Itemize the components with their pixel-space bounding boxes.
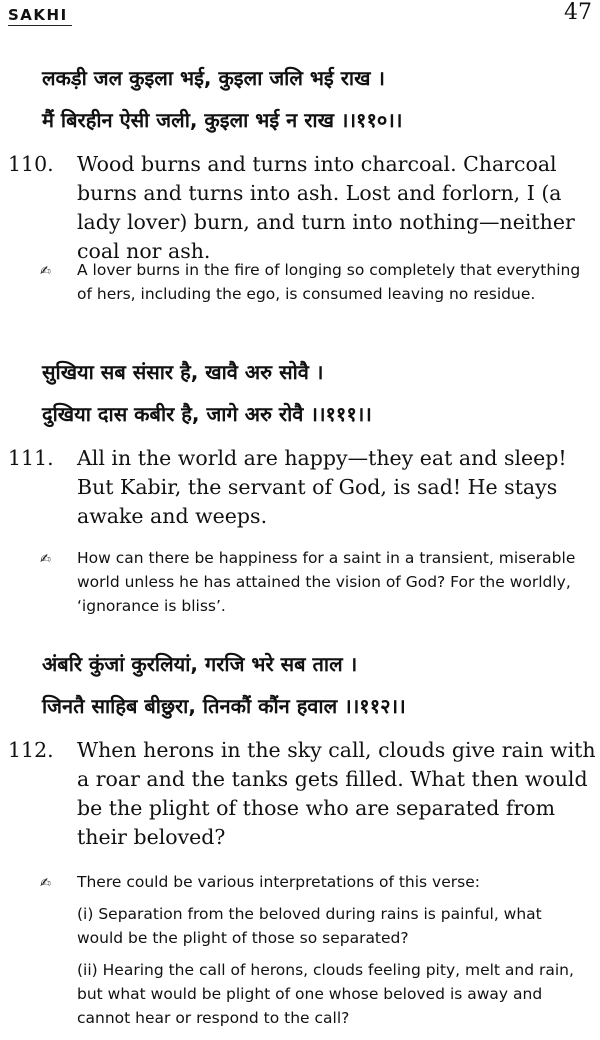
commentary-text: There could be various interpretations of this verse: — [77, 873, 480, 891]
verse-line: दुखिया दास कबीर है, जागे अरु रोवै ।।१११।। — [42, 402, 372, 426]
translation-text: All in the world are happy—they eat and sleep! But Kabir, the servant of God, is sad! He stays awake and weeps. — [77, 446, 567, 528]
verse-number: 110. — [8, 152, 54, 176]
pen-nib-icon: ✍ — [40, 552, 51, 567]
translation-111 — [8, 444, 596, 531]
commentary-text: (ii) Hearing the call of herons, clouds feeling pity, melt and rain, but what would be plight of one whose beloved is away and cannot hear or respond to the call? — [77, 961, 574, 1027]
translation-110 — [8, 150, 596, 266]
translation-text: Wood burns and turns into charcoal. Charcoal burns and turns into ash. Lost and forlorn, I (a lady lover) burn, and turn into nothing—neither coal nor ash. — [77, 152, 575, 263]
page-number: 47 — [564, 0, 592, 25]
translation-112 — [8, 736, 596, 852]
pen-nib-icon: ✍ — [40, 876, 51, 891]
verse-line: मैं बिरहीन ऐसी जली, कुइला भई न राख ।।११०।। — [42, 108, 403, 132]
verse-line: जिनतै साहिब बीछुरा, तिनकौं कौंन हवाल ।।११२।। — [42, 694, 406, 718]
header-rule — [8, 25, 72, 26]
commentary-text: How can there be happiness for a saint in a transient, miserable world unless he has attained the vision of God? For the worldly, ‘ignorance is bliss’. — [77, 549, 576, 615]
running-title: SAKHI — [8, 6, 68, 24]
commentary-112 — [40, 870, 592, 1038]
translation-text: When herons in the sky call, clouds give rain with a roar and the tanks gets filled. What then would be the plight of those who are separated from their beloved? — [77, 738, 596, 849]
verse-line: लकड़ी जल कुइला भई, कुइला जलि भई राख । — [42, 66, 385, 90]
commentary-text: (i) Separation from the beloved during rains is painful, what would be the plight of those so separated? — [77, 905, 542, 947]
verse-line: अंबरि कुंजां कुरलियां, गरजि भरे सब ताल । — [42, 652, 358, 676]
verse-number: 112. — [8, 738, 54, 762]
verse-line: सुखिया सब संसार है, खावै अरु सोवै । — [42, 360, 324, 384]
commentary-text: A lover burns in the fire of longing so completely that everything of hers, including the ego, is consumed leaving no residue. — [77, 261, 581, 303]
pen-nib-icon: ✍ — [40, 264, 51, 279]
commentary-111 — [40, 546, 592, 626]
page-header — [8, 0, 592, 26]
commentary-110 — [40, 258, 592, 314]
verse-number: 111. — [8, 446, 54, 470]
